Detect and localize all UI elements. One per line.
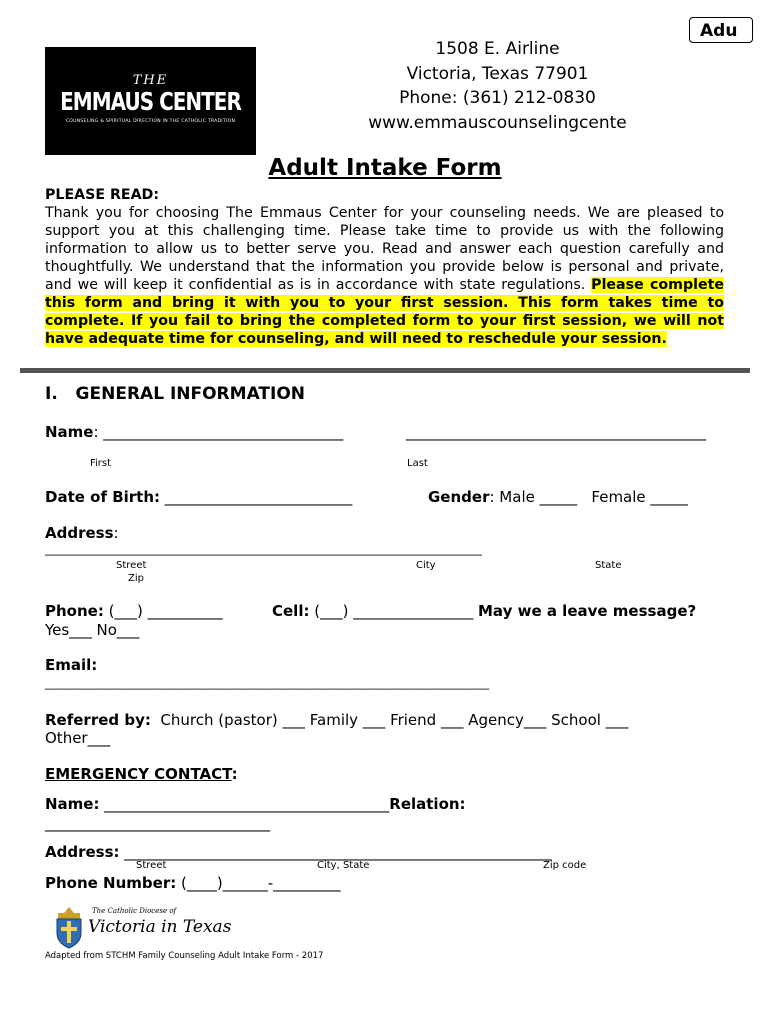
ec-citystate-caption: City, State — [317, 860, 370, 871]
zip-caption: Zip — [128, 573, 144, 584]
city-caption: City — [416, 560, 436, 571]
cell-label: Cell: — [272, 602, 310, 620]
section-divider — [20, 368, 750, 373]
ec-name-label: Name: — [45, 795, 100, 813]
address-colon: : — [113, 524, 119, 542]
first-caption: First — [90, 458, 112, 469]
ec-address-field[interactable] — [45, 843, 552, 861]
referred-field[interactable] — [45, 711, 628, 729]
intro-text — [45, 186, 724, 348]
ec-name-field[interactable] — [45, 795, 466, 813]
yes-no-field[interactable]: Yes___ No___ — [45, 621, 140, 639]
last-caption: Last — [407, 458, 428, 469]
footer-note: Adapted from STCHM Family Counseling Adult Intake Form - 2017 — [45, 951, 324, 961]
logo-the: THE — [132, 73, 169, 88]
ec-phone-line: (____)______-_________ — [181, 874, 341, 892]
logo-name: EMMAUS CENTER — [60, 86, 241, 116]
phone-line: (___) __________ — [108, 602, 223, 620]
intro-body: Thank you for choosing The Emmaus Center for your counseling needs. We are pleased to support you at this challenging time. Please take time to provide us with the following information to allow us to better serve you. Read and answer each question carefully and thoughtfully. We understand that the information you provide below is personal and private, and we will keep it confidential as is in accordance with state regulations. — [45, 205, 724, 293]
address-line: Victoria, Texas 77901 — [406, 63, 589, 84]
emergency-heading — [45, 765, 238, 783]
ec-address-line: _________________________________________________________ — [124, 843, 552, 861]
email-label — [45, 656, 97, 674]
cell-line: (___) ________________ — [314, 602, 478, 620]
phone-field[interactable] — [45, 602, 223, 620]
phone-line: Phone: (361) 212-0830 — [399, 88, 596, 108]
address-line[interactable]: ____________________________________________________________________________ — [45, 542, 482, 556]
ec-name-line: ______________________________________ — [104, 795, 390, 813]
cell-field[interactable] — [272, 602, 696, 620]
form-code-tag: Adu — [689, 17, 753, 43]
name-field[interactable] — [45, 423, 343, 441]
street-caption: Street — [116, 560, 147, 571]
diocese-crest-icon — [52, 905, 86, 949]
ec-street-caption: Street — [136, 860, 167, 871]
ec-address-label: Address: — [45, 843, 120, 861]
emergency-colon: : — [231, 765, 238, 783]
phone-label: Phone: — [45, 602, 104, 620]
dob-line: _________________________ — [164, 488, 353, 506]
name-label: Name — [45, 423, 94, 441]
center-address — [330, 37, 665, 135]
emmaus-center-logo — [45, 47, 256, 155]
diocese-logo — [52, 905, 247, 951]
dob-field[interactable] — [45, 488, 352, 506]
leave-message-question: May we a leave message? — [478, 602, 697, 620]
intro-heading: PLEASE READ: — [45, 187, 160, 203]
last-name-line[interactable]: ________________________________________ — [406, 423, 706, 441]
emergency-heading-text: EMERGENCY CONTACT — [45, 765, 232, 783]
state-caption: State — [595, 560, 622, 571]
diocese-line2: Victoria in Texas — [88, 917, 232, 937]
dob-label: Date of Birth: — [45, 488, 161, 506]
website-line: www.emmauscounselingcente — [368, 112, 627, 133]
referred-other[interactable]: Other___ — [45, 729, 111, 747]
ec-phone-field[interactable] — [45, 874, 341, 892]
section-heading: I. GENERAL INFORMATION — [45, 384, 306, 404]
gender-field[interactable] — [428, 488, 688, 506]
ec-zip-caption: Zip code — [543, 860, 587, 871]
email-label-text: Email: — [45, 656, 98, 674]
ec-phone-label: Phone Number: — [45, 874, 177, 892]
page-title: Adult Intake Form — [268, 155, 502, 181]
first-name-line: : ________________________________ — [93, 423, 344, 441]
logo-tagline: COUNSELING & SPIRITUAL DIRECTION IN THE CATHOLIC TRADITION — [65, 119, 236, 124]
referred-options: Church (pastor) ___ Family ___ Friend ___ Agency___ School ___ — [160, 711, 629, 729]
relation-label: Relation: — [389, 795, 466, 813]
address-label-row — [45, 524, 119, 542]
intro-highlight: Please complete this form and bring it with you to your first session. This form takes time to complete. If you fail to bring the completed form to your first session, we will not have adequate time for counseling, and will need to reschedule your session. — [45, 277, 725, 347]
email-line[interactable]: ______________________________________________________________________________ — [45, 676, 490, 690]
address-line: 1508 E. Airline — [435, 39, 560, 59]
gender-label: Gender — [428, 488, 490, 506]
diocese-line1: The Catholic Diocese of — [92, 907, 177, 915]
address-label: Address — [45, 524, 114, 542]
gender-options: : Male _____ Female _____ — [489, 488, 688, 506]
relation-line[interactable]: ______________________________ — [45, 814, 270, 832]
referred-label: Referred by: — [45, 711, 151, 729]
